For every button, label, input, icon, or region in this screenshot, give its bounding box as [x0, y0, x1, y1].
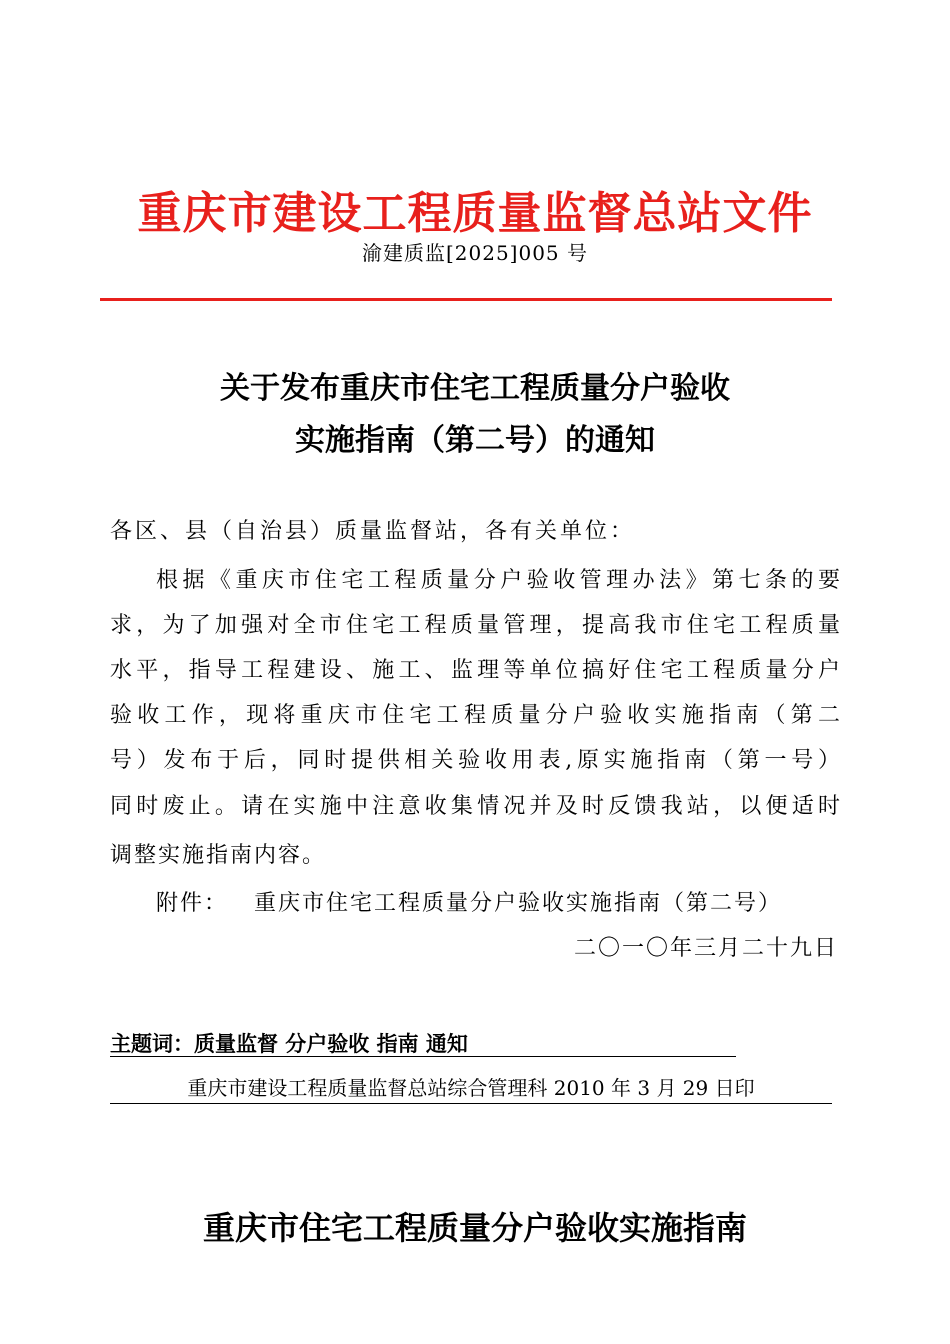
body-line-2: 求，为了加强对全市住宅工程质量管理，提高我市住宅工程质量 [110, 613, 840, 638]
document-header-title: 重庆市建设工程质量监督总站文件 [137, 188, 813, 239]
keywords: 主题词：质量监督 分户验收 指南 通知 [110, 1032, 468, 1056]
attachment-text: 重庆市住宅工程质量分户验收实施指南（第二号） [254, 891, 783, 916]
keywords-rule [110, 1056, 736, 1057]
body-line-6: 同时废止。请在实施中注意收集情况并及时反馈我站，以便适时 [110, 794, 840, 819]
salutation: 各区、县（自治县）质量监督站，各有关单位： [110, 519, 636, 544]
body-line-4: 验收工作，现将重庆市住宅工程质量分户验收实施指南（第二 [110, 703, 840, 728]
attachment-line [156, 886, 782, 922]
guide-title: 重庆市住宅工程质量分户验收实施指南 [202, 1209, 747, 1247]
printed-by-rule [110, 1103, 832, 1104]
body-line-5: 号）发布于后，同时提供相关验收用表,原实施指南（第一号） [110, 748, 840, 773]
printed-by-line: 重庆市建设工程质量监督总站综合管理科 2010 年 3 月 29 日印 [187, 1076, 755, 1100]
body-line-7: 调整实施指南内容。 [110, 843, 327, 868]
body-line-3: 水平，指导工程建设、施工、监理等单位搞好住宅工程质量分户 [110, 658, 840, 683]
notice-title-line-1: 关于发布重庆市住宅工程质量分户验收 [220, 371, 730, 406]
issue-date: 二〇一〇年三月二十九日 [573, 936, 838, 961]
red-header-rule [100, 298, 832, 301]
document-number: 渝建质监[2025]005 号 [361, 241, 589, 265]
attachment-label: 附件： [156, 891, 229, 916]
notice-title-line-2: 实施指南（第二号）的通知 [295, 423, 655, 458]
body-line-1: 根据《重庆市住宅工程质量分户验收管理办法》第七条的要 [156, 568, 840, 593]
